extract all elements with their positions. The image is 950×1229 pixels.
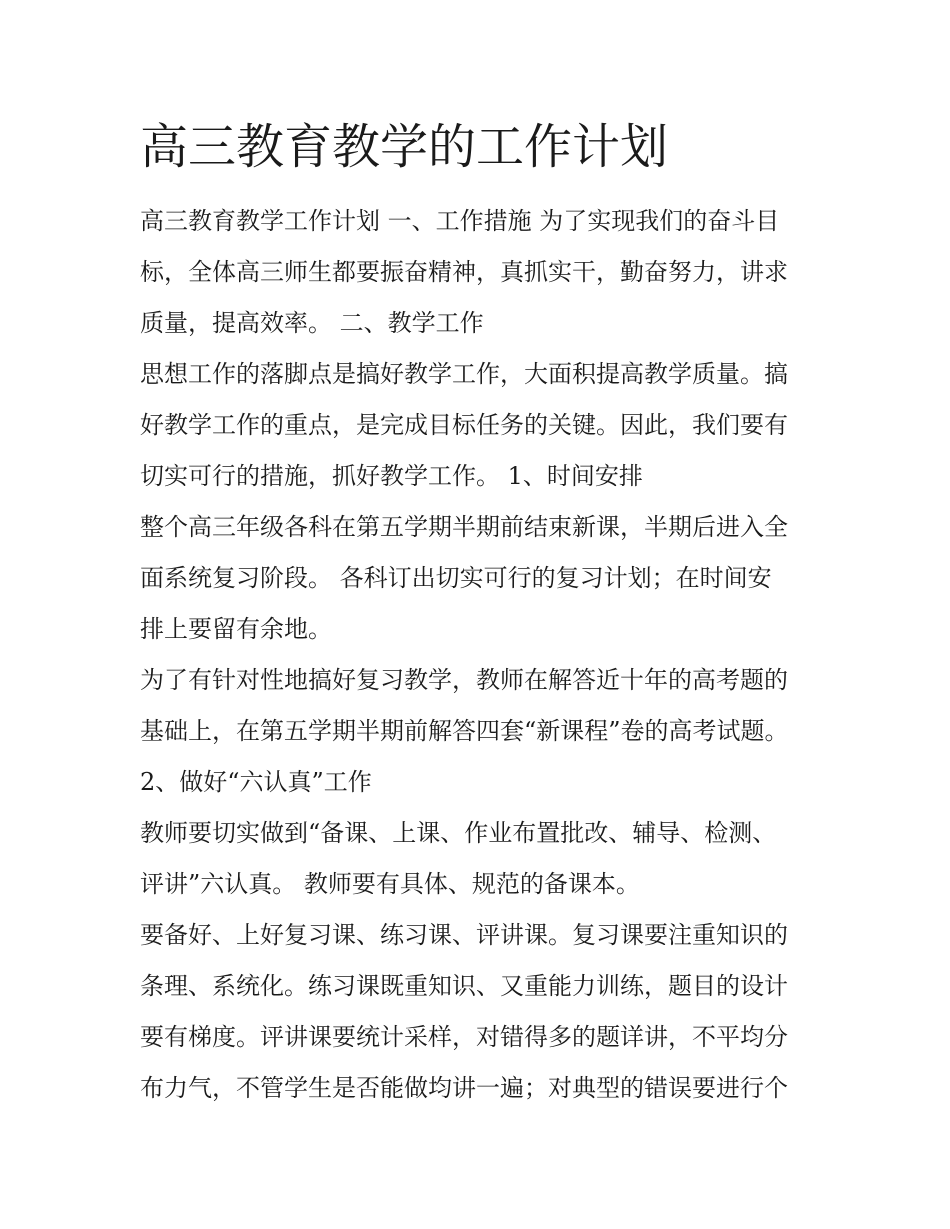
text-line: 2、做好“六认真”工作: [140, 768, 372, 796]
text-line: 切实可行的措施，抓好教学工作。 1、时间安排: [140, 462, 643, 490]
text-line: 面系统复习阶段。 各科订出切实可行的复习计划；在时间安: [140, 564, 772, 592]
text-line: 标，全体高三师生都要振奋精神，真抓实干，勤奋努力，讲求: [140, 258, 788, 286]
document-body: [140, 196, 820, 1114]
text-line: 高三教育教学工作计划 一、工作措施 为了实现我们的奋斗目: [140, 207, 780, 235]
text-line: 质量，提高效率。 二、教学工作: [140, 309, 484, 337]
text-line: 条理、系统化。练习课既重知识、又重能力训练，题目的设计: [140, 972, 788, 1000]
text-line: 要备好、上好复习课、练习课、评讲课。复习课要注重知识的: [140, 921, 788, 949]
text-line: 好教学工作的重点，是完成目标任务的关键。因此，我们要有: [140, 411, 788, 439]
text-line: 基础上，在第五学期半期前解答四套“新课程”卷的高考试题。: [140, 717, 789, 745]
text-line: 排上要留有余地。: [140, 615, 332, 643]
text-line: 评讲”六认真。 教师要有具体、规范的备课本。: [140, 870, 640, 898]
text-line: 教师要切实做到“备课、上课、作业布置批改、辅导、检测、: [140, 819, 777, 847]
document-title: 高三教育教学的工作计划: [140, 119, 669, 175]
text-line: 为了有针对性地搞好复习教学，教师在解答近十年的高考题的: [140, 666, 788, 694]
text-line: 整个高三年级各科在第五学期半期前结束新课，半期后进入全: [140, 513, 788, 541]
text-line: 要有梯度。评讲课要统计采样，对错得多的题详讲，不平均分: [140, 1023, 788, 1051]
text-line: 布力气，不管学生是否能做均讲一遍；对典型的错误要进行个: [140, 1074, 788, 1102]
text-line: 思想工作的落脚点是搞好教学工作，大面积提高教学质量。搞: [140, 360, 788, 388]
